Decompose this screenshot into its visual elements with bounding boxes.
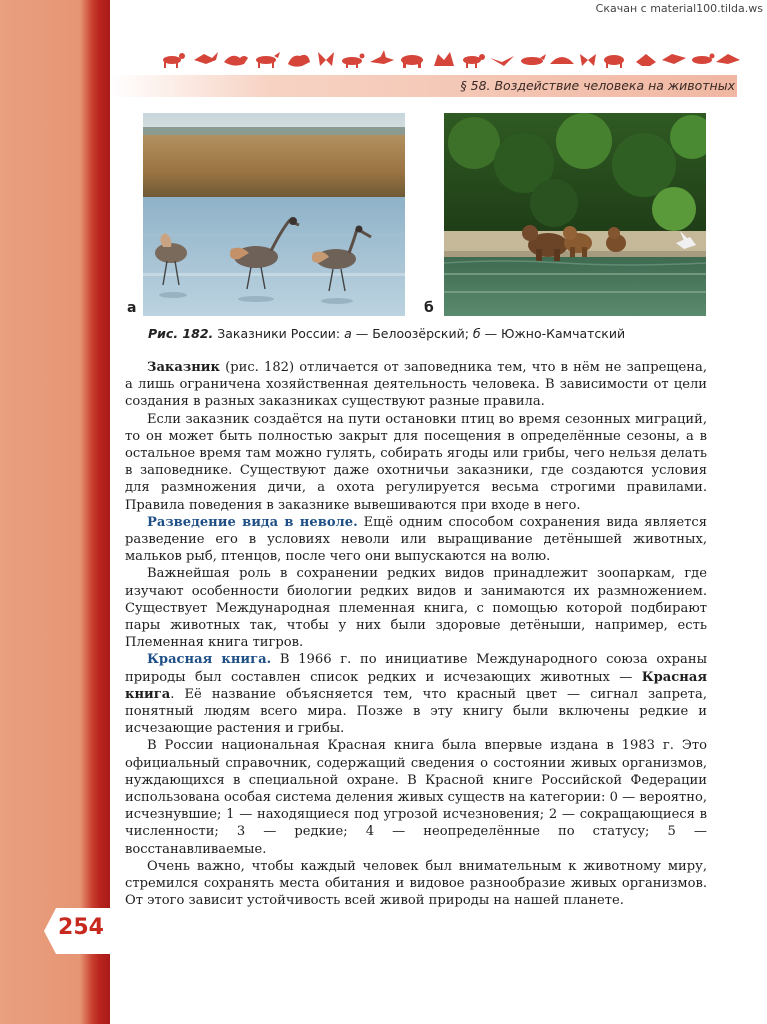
bird-silhouette-icon: [370, 50, 394, 64]
figure-number: Рис. 182.: [148, 326, 214, 341]
bird-silhouette-icon: [194, 52, 218, 64]
animal-silhouette-icon: [604, 55, 624, 68]
animal-silhouette-icon: [342, 54, 365, 69]
animal-silhouette-icon: [224, 56, 248, 66]
paragraph-zoos: Важнейшая роль в сохранении редких видов принадлежит зоопаркам, где изучают особенности биологии редких видов и занимаются их размножением. Существует Международная племенная книга, с помощью которой подбирают пары животных так, чтобы у них были здоровые детёныши, например, есть Племенная книга тигров.: [125, 566, 707, 651]
photo-south-kamchatka-reserve: [444, 113, 706, 316]
paragraph-migration: Если заказник создаётся на пути остановки птиц во время сезонных миграций, то он может быть полностью закрыт для посещения в определённые сезоны, а в остальное время там можно гулять, собирать ягоды или грибы, чего нельзя делать в заповеднике. Существуют даже охотничьи заказники, где создаются условия для размножения дичи, а охота регулируется весьма строгими правилами. Правила поведения в заказнике вывешиваются при входе в него.: [125, 411, 707, 513]
heading-red-book: Красная книга.: [147, 652, 272, 668]
section-title: § 58. Воздействие человека на животных: [460, 78, 735, 93]
paragraph-red-book: Красная книга. В 1966 г. по инициативе Международного союза охраны природы был составлен список редких и исчезающих животных — Красная книга. Её название объясняется тем, что красный цвет — сигнал запрета, понятный людям всего мира. Позже в эту книгу были включены редкие и исчезающие растения и грибы.: [125, 652, 707, 737]
animal-silhouette-icon: [401, 55, 423, 68]
photo-beloozersky-reserve: [143, 113, 405, 316]
bird-silhouette-icon: [662, 54, 686, 64]
animal-silhouette-icon: [288, 55, 310, 67]
butterfly-silhouette-icon: [580, 54, 596, 66]
body-text: [125, 359, 707, 910]
paragraph-captive-breeding: Разведение вида в неволе. Ещё одним способом сохранения вида является разведение его в условиях неволи или выращивание детёнышей животных, мальков рыб, птенцов, после чего они выпускаются на волю.: [125, 514, 708, 565]
animal-silhouette-icon: [636, 54, 656, 66]
animal-silhouette-icon: [550, 57, 574, 64]
figure-caption: Рис. 182. Заказники России: а — Белоозёрский; б — Южно-Камчатский: [148, 326, 626, 341]
animal-silhouette-icon: [163, 53, 185, 68]
animal-silhouette-icon: [434, 52, 454, 66]
cranes-photo-icon: [143, 113, 405, 316]
bears-photo-icon: [444, 113, 706, 316]
watermark: Скачан с material100.tilda.ws: [595, 2, 763, 15]
animal-silhouette-icon: [463, 54, 485, 68]
animal-silhouette-icon: [256, 52, 280, 68]
bird-silhouette-icon: [490, 56, 514, 66]
paragraph-conclusion: Очень важно, чтобы каждый человек был внимательным к животному миру, стремился сохранять места обитания и видовое разнообразие живых организмов. От этого зависит устойчивость всей живой природы на нашей планете.: [125, 858, 707, 909]
photo-label-b: б: [424, 300, 434, 316]
page-number: 254: [58, 915, 104, 940]
photo-label-a: а: [127, 300, 137, 316]
animal-silhouettes-strip: [160, 50, 740, 70]
paragraph-russia-red-book: В России национальная Красная книга была впервые издана в 1983 г. Это официальный справочник, содержащий сведения о состоянии живых организмов, нуждающихся в специальной охране. В Красной книге Российской Федерации использована особая система деления живых существ на категории: 0 — вероятно, исчезнувшие; 1 — находящиеся под угрозой исчезновения; 2 — сокращающиеся в численности; 3 — редкие; 4 — неопределённые по статусу; 5 — восстанавливаемые.: [125, 738, 707, 857]
animal-silhouette-icon: [692, 54, 715, 65]
heading-captive-breeding: Разведение вида в неволе.: [147, 514, 358, 530]
left-margin-band: [0, 0, 110, 1024]
paragraph-zakaznik: Заказник (рис. 182) отличается от заповедника тем, что в нём не запрещена, а лишь ограничена хозяйственная деятельность человека. В зависимости от цели создания в разных заказниках существуют разные правила.: [125, 360, 707, 410]
animal-silhouette-icon: [521, 54, 546, 65]
bird-silhouette-icon: [716, 54, 740, 64]
butterfly-silhouette-icon: [318, 52, 334, 66]
